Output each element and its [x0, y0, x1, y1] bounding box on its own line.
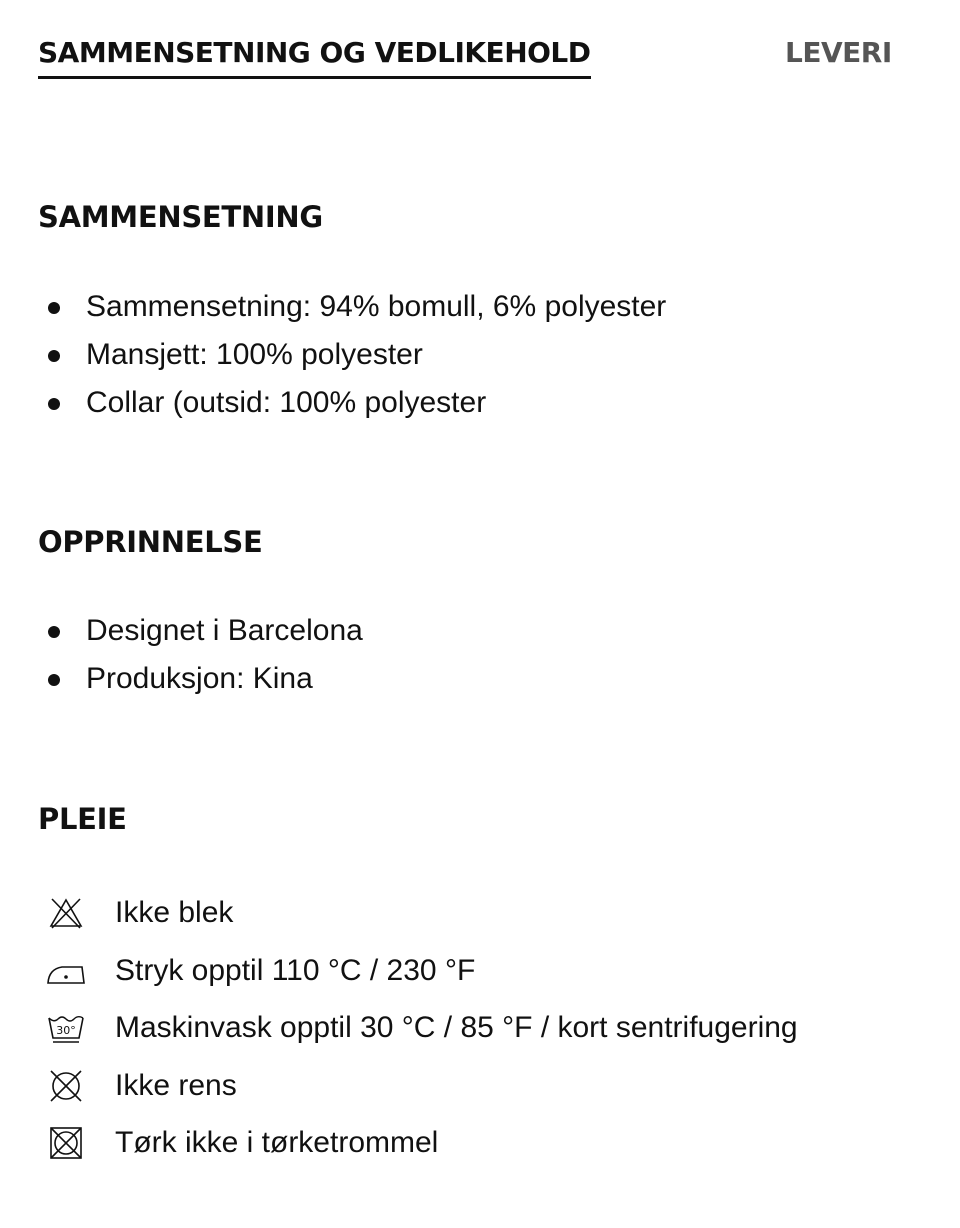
- care-item-label: Maskinvask opptil 30 °C / 85 °F / kort sentrifugering: [115, 1011, 798, 1044]
- care-item-label: Ikke blek: [115, 896, 234, 929]
- list-item: [38, 607, 363, 655]
- list-item: [38, 655, 363, 703]
- no-dry-clean-icon: [46, 1068, 86, 1104]
- care-item-label: Tørk ikke i tørketrommel: [115, 1126, 439, 1159]
- tab-delivery[interactable]: LEVERI: [785, 36, 892, 69]
- tab-bar: [0, 0, 960, 100]
- composition-item-text: Sammensetning: 94% bomull, 6% polyester: [86, 290, 667, 323]
- wash-30-icon: [46, 1010, 86, 1046]
- bullet-icon: [48, 398, 60, 410]
- no-bleach-icon: [46, 895, 86, 931]
- care-heading: PLEIE: [38, 802, 127, 836]
- origin-heading: OPPRINNELSE: [38, 525, 263, 559]
- composition-list: [38, 283, 666, 427]
- care-item: [38, 1059, 798, 1117]
- list-item: [38, 331, 666, 379]
- bullet-icon: [48, 626, 60, 638]
- bullet-icon: [48, 350, 60, 362]
- bullet-icon: [48, 674, 60, 686]
- origin-item-text: Produksjon: Kina: [86, 662, 313, 695]
- composition-item-text: Mansjett: 100% polyester: [86, 338, 423, 371]
- list-item: [38, 379, 666, 427]
- care-item-label: Ikke rens: [115, 1068, 237, 1102]
- care-item: [38, 1001, 798, 1059]
- care-item: [38, 944, 798, 1002]
- list-item: [38, 283, 666, 331]
- composition-item-text: Collar (outsid: 100% polyester: [86, 386, 487, 419]
- care-list: [38, 886, 798, 1174]
- iron-icon: [46, 953, 86, 989]
- composition-heading: SAMMENSETNING: [38, 200, 323, 234]
- origin-list: [38, 607, 363, 703]
- bullet-icon: [48, 302, 60, 314]
- care-item: [38, 886, 798, 944]
- care-item: [38, 1116, 798, 1174]
- care-item-label: Stryk opptil 110 °C / 230 °F: [115, 953, 476, 987]
- wash-temperature-text: 30°: [56, 1024, 76, 1037]
- tab-composition-care[interactable]: SAMMENSETNING OG VEDLIKEHOLD: [38, 34, 591, 79]
- no-tumble-dry-icon: [46, 1125, 86, 1161]
- origin-item-text: Designet i Barcelona: [86, 614, 363, 647]
